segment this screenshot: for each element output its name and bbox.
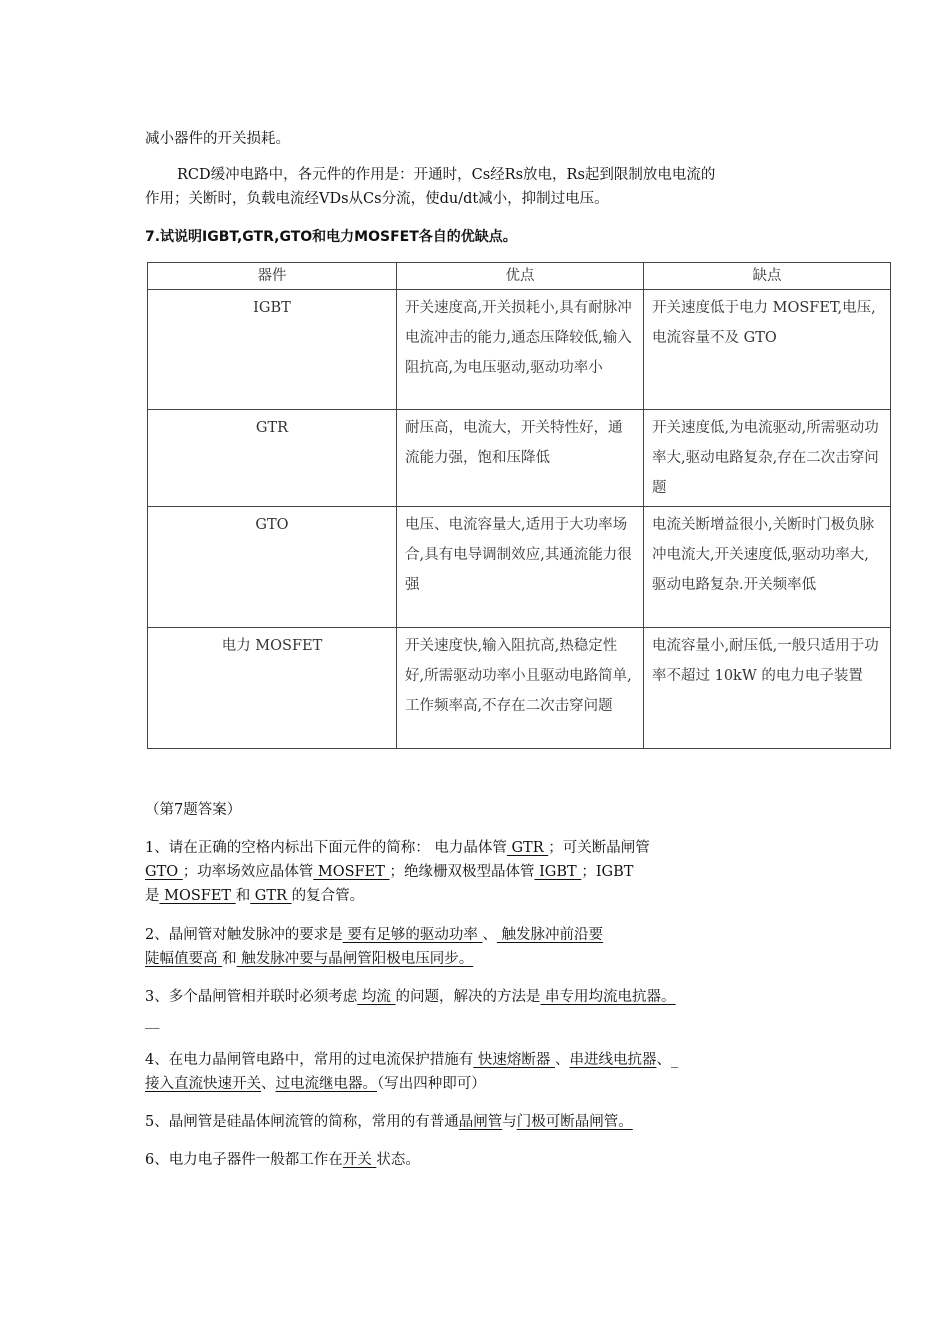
question-7-title: 7.试说明IGBT,GTR,GTO和电力MOSFET各自的优缺点。	[145, 229, 517, 245]
fill-question-1	[145, 837, 650, 860]
comparison-table	[147, 262, 891, 749]
device-cell: IGBT	[148, 290, 397, 410]
text: 状态。	[376, 1152, 420, 1168]
answer-blank: 触发脉冲要与晶闸管阳极电压同步。	[236, 951, 474, 967]
text: 和	[222, 951, 237, 967]
intro-line-1: 减小器件的开关损耗。	[145, 131, 290, 147]
answer-blank: 晶闸管	[458, 1114, 503, 1130]
fill-question-4	[145, 1049, 678, 1072]
text: ；功率场效应晶体管	[182, 864, 314, 880]
cons-cell: 开关速度低于电力 MOSFET,电压,电流容量不及 GTO	[644, 290, 891, 410]
answer-blank: 串进线电抗器	[569, 1052, 657, 1068]
answer-blank: 触发脉冲前沿要	[496, 927, 604, 943]
text: 4、在电力晶闸管电路中，常用的过电流保护措施有	[145, 1052, 474, 1068]
table-row	[148, 290, 891, 410]
text: 5、晶闸管是硅晶体闸流管的简称，常用的有普通	[145, 1114, 459, 1130]
text: 是	[145, 888, 160, 904]
fill-question-1-line-2	[145, 861, 633, 884]
table-header-row	[148, 263, 891, 290]
pros-cell: 电压、电流容量大,适用于大功率场合,具有电导调制效应,其通流能力很强	[397, 507, 644, 628]
fill-question-3	[145, 986, 676, 1009]
answer-blank: 均流	[357, 989, 396, 1005]
cons-cell: 电流关断增益很小,关断时门极负脉冲电流大,开关速度低,驱动功率大,驱动电路复杂.开关频率低	[644, 507, 891, 628]
answer-blank: 接入直流快速开关	[145, 1076, 261, 1092]
text: 2、晶闸管对触发脉冲的要求是	[145, 927, 343, 943]
cons-cell: 电流容量小,耐压低,一般只适用于功率不超过 10kW 的电力电子装置	[644, 628, 891, 749]
intro-line-2: RCD缓冲电路中，各元件的作用是：开通时，Cs经Rs放电，Rs起到限制放电电流的	[177, 167, 716, 183]
answer-blank: 陡幅值要高	[145, 951, 223, 967]
device-cell: GTR	[148, 410, 397, 507]
answer-blank: 开关	[342, 1152, 377, 1168]
fill-question-2-line-2	[145, 948, 473, 971]
fill-question-6	[145, 1149, 420, 1172]
answer-blank: GTR	[250, 888, 292, 904]
answer-blank: MOSFET	[159, 888, 236, 904]
fill-question-3-line-2	[145, 1010, 160, 1033]
intro-line-3: 作用；关断时，负载电流经VDs从Cs分流，使du/dt减小，抑制过电压。	[145, 191, 609, 207]
text: 1、请在正确的空格内标出下面元件的简称： 电力晶体管	[145, 840, 507, 856]
device-cell: 电力 MOSFET	[148, 628, 397, 749]
answer-blank: GTR	[506, 840, 549, 856]
fill-question-5	[145, 1111, 633, 1134]
fill-question-2	[145, 924, 603, 947]
header-pros: 优点	[397, 263, 644, 290]
text: __	[145, 1013, 160, 1029]
table-row	[148, 628, 891, 749]
text: 的复合管。	[291, 888, 365, 904]
header-device: 器件	[148, 263, 397, 290]
text: 与	[502, 1114, 517, 1130]
table-row	[148, 507, 891, 628]
table-row	[148, 410, 891, 507]
answer-blank: MOSFET	[313, 864, 390, 880]
fill-question-4-line-2	[145, 1073, 486, 1096]
text: 、	[482, 927, 497, 943]
text: 3、多个晶闸管相并联时必须考虑	[145, 989, 358, 1005]
text: ；绝缘栅双极型晶体管	[389, 864, 535, 880]
pros-cell: 耐压高，电流大，开关特性好，通流能力强，饱和压降低	[397, 410, 644, 507]
text: 、_	[656, 1052, 679, 1068]
text: 、	[261, 1076, 276, 1092]
q7-answer-caption: （第7题答案）	[145, 802, 242, 818]
header-cons: 缺点	[644, 263, 891, 290]
text: 6、电力电子器件一般都工作在	[145, 1152, 343, 1168]
cons-cell: 开关速度低,为电流驱动,所需驱动功率大,驱动电路复杂,存在二次击穿问题	[644, 410, 891, 507]
answer-blank: GTO	[145, 864, 183, 880]
pros-cell: 开关速度高,开关损耗小,具有耐脉冲电流冲击的能力,通态压降较低,输入阻抗高,为电压驱动,驱动功率小	[397, 290, 644, 410]
answer-blank: 过电流继电器。	[275, 1076, 377, 1092]
text: 、	[554, 1052, 570, 1068]
fill-question-1-line-3	[145, 885, 364, 908]
device-cell: GTO	[148, 507, 397, 628]
text: （写出四种即可）	[377, 1076, 486, 1092]
answer-blank: IGBT	[534, 864, 582, 880]
pros-cell: 开关速度快,输入阻抗高,热稳定性好,所需驱动功率小且驱动电路简单,工作频率高,不存在二次击穿问题	[397, 628, 644, 749]
answer-blank: 要有足够的驱动功率	[342, 927, 483, 943]
text: 和	[235, 888, 251, 904]
text: ；可关断晶闸管	[548, 840, 650, 856]
text: 的问题，解决的方法是	[395, 989, 541, 1005]
answer-blank: 快速熔断器	[473, 1052, 555, 1068]
answer-blank: 串专用均流电抗器。	[540, 989, 676, 1005]
answer-blank: 门极可断晶闸管。	[516, 1114, 633, 1130]
text: ；IGBT	[581, 864, 634, 880]
